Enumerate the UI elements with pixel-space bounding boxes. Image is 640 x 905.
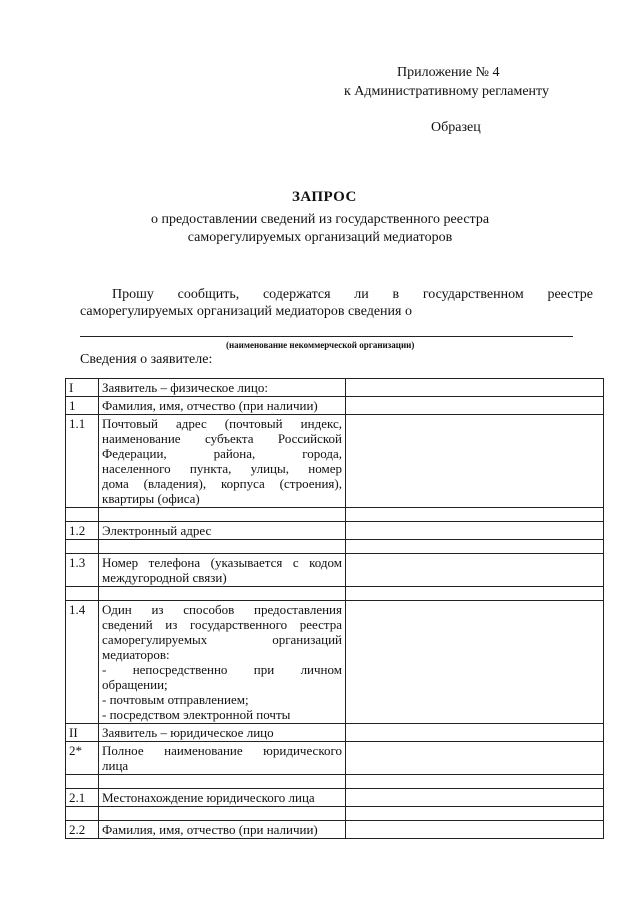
label-line: лица	[102, 758, 129, 773]
appendix-label: Приложение № 4	[397, 65, 500, 80]
empty-cell	[66, 540, 99, 554]
answer-cell[interactable]	[346, 775, 604, 789]
request-word: реестре	[547, 287, 593, 302]
answer-cell[interactable]	[346, 601, 604, 724]
subtitle-line-2: саморегулируемых организаций медиаторов	[187, 230, 453, 245]
empty-cell	[99, 775, 346, 789]
label-line: дома (владения), корпуса (строения),	[102, 476, 342, 491]
row-number: 2*	[66, 742, 99, 775]
label-line: обращении;	[102, 677, 168, 692]
empty-cell	[66, 587, 99, 601]
table-row	[66, 775, 604, 789]
label-line: квартиры (офиса)	[102, 491, 200, 506]
request-word: сообщить,	[177, 287, 240, 302]
table-row	[66, 742, 604, 775]
label-line: саморегулируемых организаций	[102, 632, 342, 647]
label-line: Полное наименование юридического	[102, 743, 342, 758]
organization-name-field[interactable]	[80, 336, 573, 337]
request-line-2: саморегулируемых организаций медиаторов сведения о	[80, 304, 412, 319]
table-row	[66, 522, 604, 540]
label-line: - посредством электронной почты	[102, 707, 291, 722]
label-line: наименование субъекта Российской	[102, 431, 342, 446]
applicant-info-label: Сведения о заявителе:	[80, 352, 213, 367]
request-word: государственном	[422, 287, 524, 302]
empty-cell	[66, 775, 99, 789]
table-row	[66, 379, 604, 397]
answer-cell[interactable]	[346, 821, 604, 839]
answer-cell[interactable]	[346, 397, 604, 415]
table-row	[66, 601, 604, 724]
empty-cell	[66, 807, 99, 821]
label-line: Почтовый адрес (почтовый индекс,	[102, 416, 342, 431]
subtitle-line-1: о предоставлении сведений из государственного реестра	[150, 212, 490, 227]
answer-cell[interactable]	[346, 742, 604, 775]
table-row	[66, 540, 604, 554]
field-label: Фамилия, имя, отчество (при наличии)	[99, 821, 346, 839]
row-number: 2.1	[66, 789, 99, 807]
answer-cell[interactable]	[346, 415, 604, 508]
table-row	[66, 789, 604, 807]
table-row	[66, 807, 604, 821]
row-number: 1.2	[66, 522, 99, 540]
organization-name-caption: (наименование некоммерческой организации)	[226, 340, 415, 350]
answer-cell[interactable]	[346, 807, 604, 821]
row-number: 2.2	[66, 821, 99, 839]
row-number: 1.1	[66, 415, 99, 508]
field-label	[99, 601, 346, 724]
answer-cell[interactable]	[346, 508, 604, 522]
label-line: Один из способов предоставления	[102, 602, 342, 617]
section-heading: Заявитель – юридическое лицо	[99, 724, 346, 742]
answer-cell[interactable]	[346, 554, 604, 587]
row-number: 1.3	[66, 554, 99, 587]
table-row	[66, 554, 604, 587]
row-number: 1.4	[66, 601, 99, 724]
answer-cell[interactable]	[346, 379, 604, 397]
table-row	[66, 397, 604, 415]
request-line-1	[80, 287, 593, 303]
label-line: - почтовым отправлением;	[102, 692, 249, 707]
table-row	[66, 415, 604, 508]
answer-cell[interactable]	[346, 724, 604, 742]
empty-cell	[66, 508, 99, 522]
sample-label: Образец	[431, 120, 481, 135]
table-row	[66, 508, 604, 522]
request-word: ли	[354, 287, 369, 302]
table-row	[66, 724, 604, 742]
answer-cell[interactable]	[346, 540, 604, 554]
row-number: II	[66, 724, 99, 742]
answer-cell[interactable]	[346, 522, 604, 540]
field-label	[99, 554, 346, 587]
label-line: междугородной связи)	[102, 570, 227, 585]
empty-cell	[99, 807, 346, 821]
field-label	[99, 742, 346, 775]
empty-cell	[99, 540, 346, 554]
row-number: 1	[66, 397, 99, 415]
empty-cell	[99, 508, 346, 522]
label-line: медиаторов:	[102, 647, 170, 662]
label-line: населенного пункта, улицы, номер	[102, 461, 342, 476]
section-heading: Заявитель – физическое лицо:	[99, 379, 346, 397]
answer-cell[interactable]	[346, 587, 604, 601]
field-label: Местонахождение юридического лица	[99, 789, 346, 807]
field-label: Фамилия, имя, отчество (при наличии)	[99, 397, 346, 415]
answer-cell[interactable]	[346, 789, 604, 807]
row-number: I	[66, 379, 99, 397]
empty-cell	[99, 587, 346, 601]
request-word: в	[392, 287, 400, 302]
label-line: Номер телефона (указывается с кодом	[102, 555, 342, 570]
field-label: Электронный адрес	[99, 522, 346, 540]
label-line: - непосредственно при личном	[102, 662, 342, 677]
regulation-label: к Административному регламенту	[344, 84, 549, 99]
request-word: Прошу	[112, 287, 154, 302]
label-line: Федерации, района, города,	[102, 446, 342, 461]
request-word: содержатся	[262, 287, 331, 302]
table-row	[66, 587, 604, 601]
label-line: сведений из государственного реестра	[102, 617, 342, 632]
table-row	[66, 821, 604, 839]
field-label	[99, 415, 346, 508]
document-title: ЗАПРОС	[292, 189, 357, 205]
applicant-table	[65, 378, 604, 839]
